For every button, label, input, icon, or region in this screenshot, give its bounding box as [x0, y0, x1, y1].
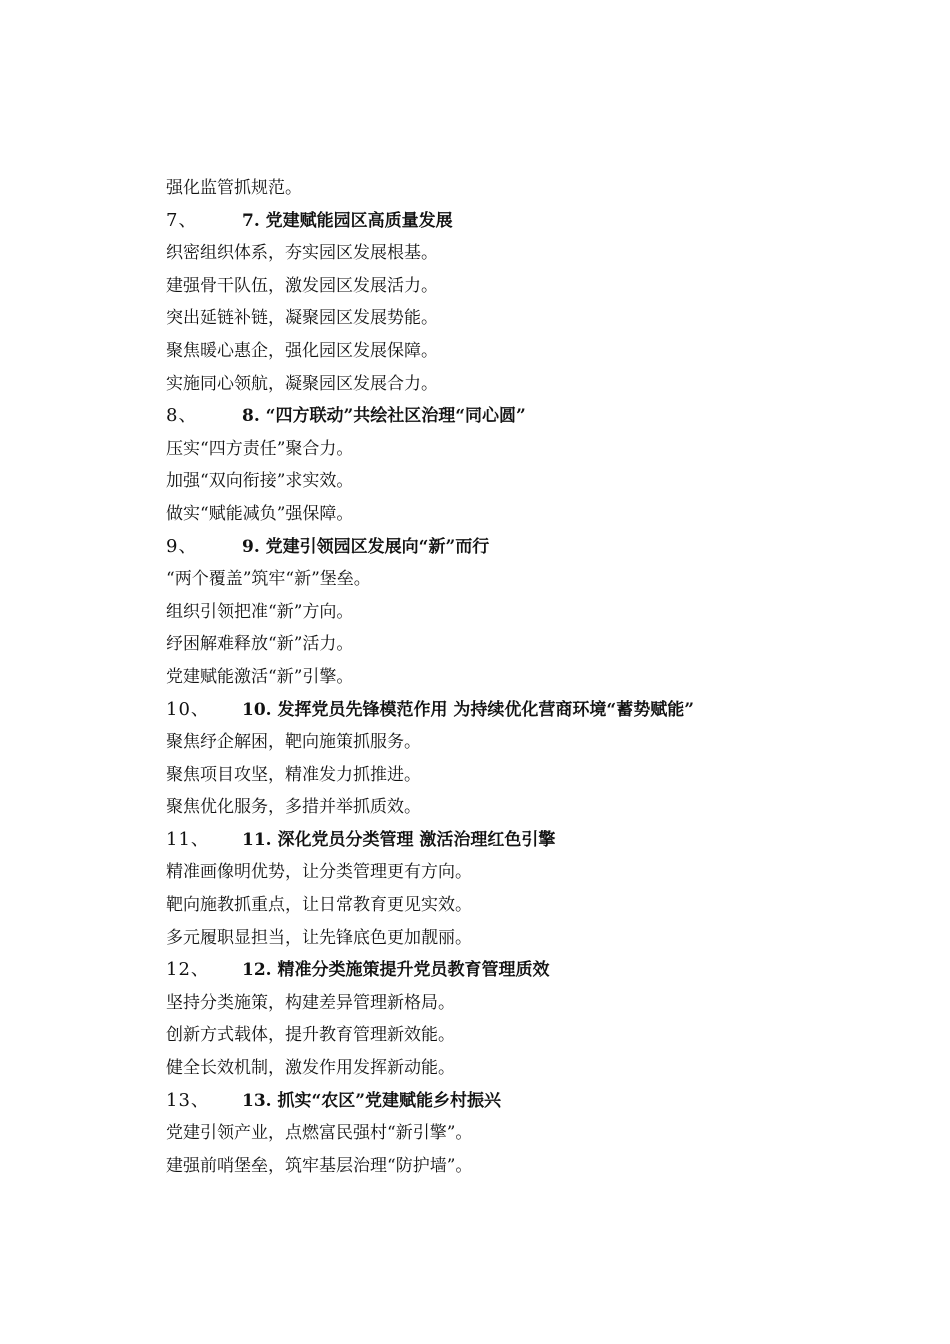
- body-line: “两个覆盖”筑牢“新”堡垒。: [166, 569, 371, 590]
- body-line: 织密组织体系，夯实园区发展根基。: [166, 243, 438, 264]
- body-line: 党建赋能激活“新”引擎。: [166, 666, 354, 687]
- body-line: 创新方式载体，提升教育管理新效能。: [166, 1025, 455, 1046]
- section-title: 10. 发挥党员先锋模范作用 为持续优化营商环境“蓄势赋能”: [242, 699, 694, 720]
- section-heading: [166, 531, 866, 564]
- body-line: 压实“四方责任”聚合力。: [166, 438, 354, 459]
- section-number: 9、: [166, 535, 198, 557]
- document-body: [166, 172, 866, 1182]
- section-title: 11. 深化党员分类管理 激活治理红色引擎: [242, 829, 556, 850]
- body-line: 建强骨干队伍，激发园区发展活力。: [166, 275, 438, 296]
- section-title: 12. 精准分类施策提升党员教育管理质效: [242, 960, 550, 981]
- body-line: 聚焦优化服务，多措并举抓质效。: [166, 797, 421, 818]
- body-line: 坚持分类施策，构建差异管理新格局。: [166, 992, 455, 1013]
- body-line: 突出延链补链，凝聚园区发展势能。: [166, 308, 438, 329]
- section-number: 7、: [166, 209, 198, 231]
- section-heading: [166, 954, 866, 987]
- body-line: 建强前哨堡垒，筑牢基层治理“防护墙”。: [166, 1155, 473, 1176]
- body-line: 做实“赋能减负”强保障。: [166, 503, 354, 524]
- section-heading: [166, 824, 866, 857]
- section-number: 8、: [166, 405, 198, 427]
- section-number: 13、: [166, 1089, 210, 1111]
- body-line: 组织引领把准“新”方向。: [166, 601, 354, 622]
- body-line: 健全长效机制，激发作用发挥新动能。: [166, 1058, 455, 1079]
- body-line: 实施同心领航，凝聚园区发展合力。: [166, 373, 438, 394]
- body-line: 聚焦纾企解困，靶向施策抓服务。: [166, 732, 421, 753]
- body-line: 强化监管抓规范。: [166, 178, 302, 198]
- body-line: 靶向施教抓重点，让日常教育更见实效。: [166, 895, 472, 916]
- section-title: 8. “四方联动”共绘社区治理“同心圆”: [242, 406, 526, 427]
- body-line: 聚焦项目攻坚，精准发力抓推进。: [166, 764, 421, 785]
- section-title: 9. 党建引领园区发展向“新”而行: [242, 536, 490, 557]
- section-heading: [166, 205, 866, 238]
- section-heading: [166, 1085, 866, 1118]
- section-heading: [166, 694, 866, 727]
- body-line: 聚焦暖心惠企，强化园区发展保障。: [166, 340, 438, 361]
- body-line: 纾困解难释放“新”活力。: [166, 634, 354, 655]
- section-number: 11、: [166, 828, 210, 850]
- body-line: 多元履职显担当，让先锋底色更加靓丽。: [166, 927, 472, 948]
- section-number: 10、: [166, 698, 210, 720]
- section-title: 7. 党建赋能园区高质量发展: [242, 210, 453, 231]
- body-line: 党建引领产业，点燃富民强村“新引擎”。: [166, 1123, 473, 1144]
- body-line: 精准画像明优势，让分类管理更有方向。: [166, 862, 472, 883]
- section-title: 13. 抓实“农区”党建赋能乡村振兴: [242, 1090, 502, 1111]
- section-heading: [166, 400, 866, 433]
- body-line: 加强“双向衔接”求实效。: [166, 471, 354, 492]
- section-number: 12、: [166, 959, 210, 981]
